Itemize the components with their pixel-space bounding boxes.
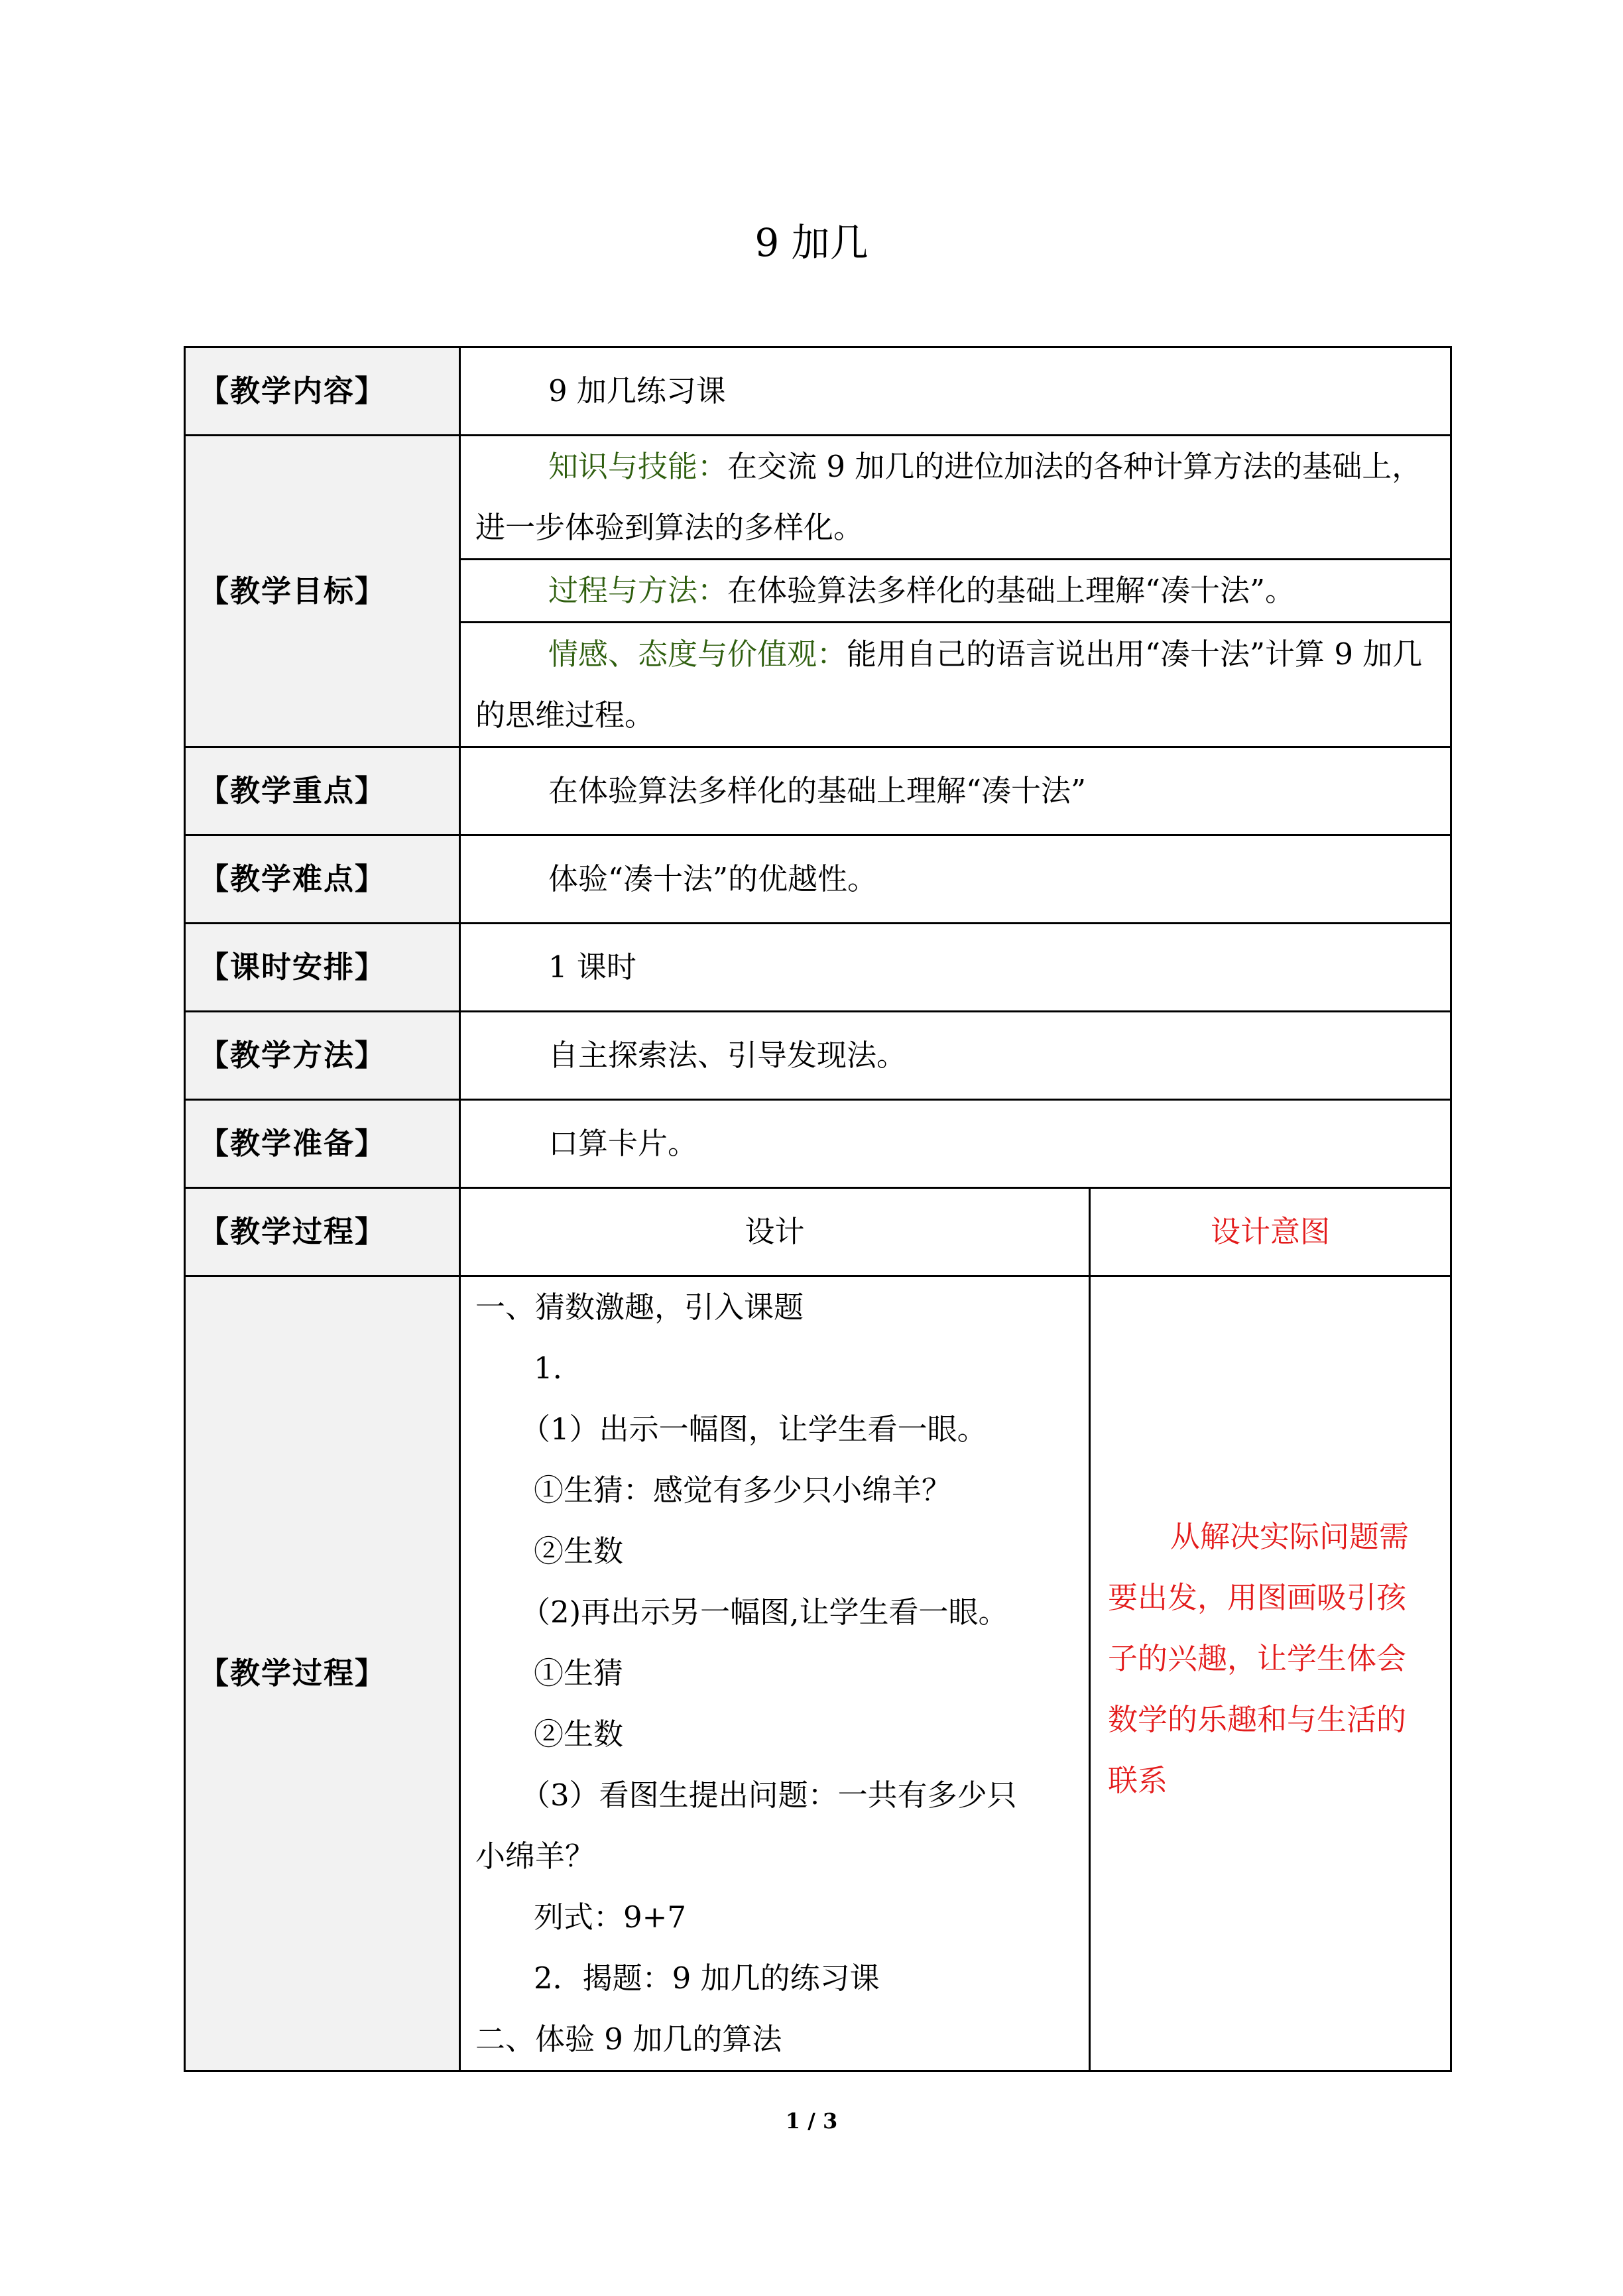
row-difficulty bbox=[185, 835, 1451, 924]
row-method bbox=[185, 1012, 1451, 1100]
objective-heading: 过程与方法： bbox=[548, 573, 728, 608]
value-method: 自主探索法、引导发现法。 bbox=[460, 1012, 1451, 1100]
objective-knowledge bbox=[460, 436, 1451, 560]
objective-text: 能用自己的语言说出用“凑十法”计算 9 加几的思维过程。 bbox=[475, 636, 1423, 733]
design-line: 1. bbox=[534, 1351, 562, 1386]
label-objectives: 【教学目标】 bbox=[185, 436, 460, 747]
header-design: 设计 bbox=[460, 1188, 1090, 1276]
objective-attitude bbox=[460, 623, 1451, 747]
design-line: （2)再出示另一幅图,让学生看一眼。 bbox=[520, 1595, 1008, 1630]
label-method: 【教学方法】 bbox=[185, 1012, 460, 1100]
design-line: ①生猜：感觉有多少只小绵羊？ bbox=[534, 1473, 952, 1508]
intent-text: 从解决实际问题需要出发，用图画吸引孩子的兴趣，让学生体会数学的乐趣和与生活的联系 bbox=[1108, 1519, 1410, 1798]
lesson-plan-table bbox=[184, 346, 1452, 2072]
label-preparation: 【教学准备】 bbox=[185, 1100, 460, 1188]
design-line: （3）看图生提出问题：一共有多少只 bbox=[520, 1778, 1017, 1813]
document-title: 9 加几 bbox=[754, 220, 869, 265]
label-content: 【教学内容】 bbox=[185, 347, 460, 436]
row-schedule bbox=[185, 924, 1451, 1012]
page-number: 1 / 3 bbox=[785, 2108, 838, 2134]
value-schedule: 1 课时 bbox=[460, 924, 1451, 1012]
row-objectives-1 bbox=[185, 436, 1451, 560]
design-line: 小绵羊？ bbox=[475, 1839, 595, 1874]
label-key-point: 【教学重点】 bbox=[185, 747, 460, 835]
value-difficulty: 体验“凑十法”的优越性。 bbox=[460, 835, 1451, 924]
objective-heading: 知识与技能： bbox=[548, 449, 728, 484]
design-line: 列式：9+7 bbox=[534, 1900, 686, 1935]
design-line: （1）出示一幅图，让学生看一眼。 bbox=[520, 1412, 987, 1447]
value-preparation: 口算卡片。 bbox=[460, 1100, 1451, 1188]
intent-column bbox=[1090, 1276, 1451, 2071]
design-column bbox=[460, 1276, 1090, 2071]
objective-process bbox=[460, 560, 1451, 623]
header-intent: 设计意图 bbox=[1090, 1188, 1451, 1276]
design-line: ②生数 bbox=[534, 1534, 624, 1569]
label-schedule: 【课时安排】 bbox=[185, 924, 460, 1012]
row-process-header bbox=[185, 1188, 1451, 1276]
design-line: 一、猜数激趣，引入课题 bbox=[475, 1290, 804, 1325]
row-process-body bbox=[185, 1276, 1451, 2071]
label-process-header: 【教学过程】 bbox=[185, 1188, 460, 1276]
label-process-body: 【教学过程】 bbox=[185, 1276, 460, 2071]
design-line: 二、体验 9 加几的算法 bbox=[475, 2022, 782, 2057]
row-content bbox=[185, 347, 1451, 436]
value-key-point: 在体验算法多样化的基础上理解“凑十法” bbox=[460, 747, 1451, 835]
objective-text: 在体验算法多样化的基础上理解“凑十法”。 bbox=[727, 573, 1295, 608]
row-key-point bbox=[185, 747, 1451, 835]
label-difficulty: 【教学难点】 bbox=[185, 835, 460, 924]
row-preparation bbox=[185, 1100, 1451, 1188]
objective-heading: 情感、态度与价值观： bbox=[548, 636, 847, 672]
design-line: 2．揭题：9 加几的练习课 bbox=[534, 1961, 880, 1996]
design-line: ①生猜 bbox=[534, 1656, 624, 1691]
value-content: 9 加几练习课 bbox=[460, 347, 1451, 436]
design-line: ②生数 bbox=[534, 1717, 624, 1752]
objective-text: 在交流 9 加几的进位加法的各种计算方法的基础上，进一步体验到算法的多样化。 bbox=[475, 449, 1422, 545]
